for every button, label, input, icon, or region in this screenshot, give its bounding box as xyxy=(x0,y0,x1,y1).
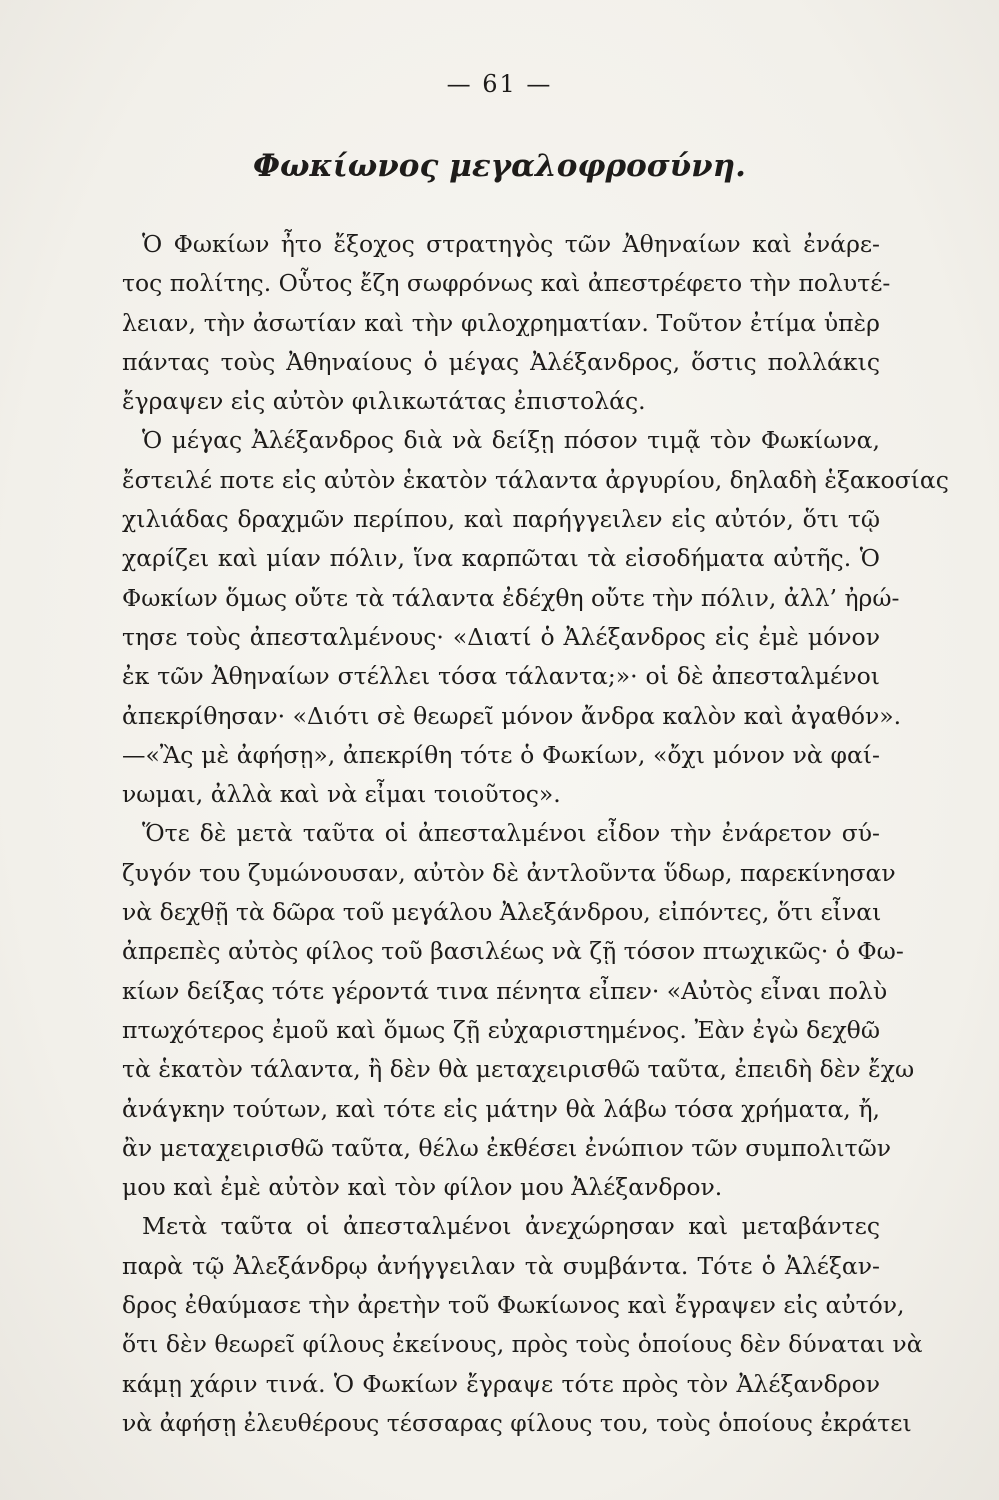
text-line: Ὁ Φωκίων ἦτο ἔξοχος στρατηγὸς τῶν Ἀθηναίων καὶ ἐνάρε- xyxy=(142,230,880,258)
text-line: νὰ δεχθῇ τὰ δῶρα τοῦ μεγάλου Ἀλεξάνδρου, εἰπόντες, ὅτι εἶναι xyxy=(122,898,882,927)
text-line: τὰ ἑκατὸν τάλαντα, ἢ δὲν θὰ μεταχειρισθῶ ταῦτα, ἐπειδὴ δὲν ἔχω xyxy=(122,1055,915,1084)
text-line: κίων δείξας τότε γέροντά τινα πένητα εἶπεν· «Αὐτὸς εἶναι πολὺ xyxy=(122,976,888,1005)
text-line: παρὰ τῷ Ἀλεξάνδρῳ ἀνήγγειλαν τὰ συμβάντα. Τότε ὁ Ἀλέξαν- xyxy=(122,1251,880,1280)
text-line: ἀπεκρίθησαν· «Διότι σὲ θεωρεῖ μόνον ἄνδρα καλὸν καὶ ἀγαθόν». xyxy=(122,701,902,730)
body-text xyxy=(122,225,949,1443)
text-line: κάμῃ χάριν τινά. Ὁ Φωκίων ἔγραψε τότε πρὸς τὸν Ἀλέξανδρον xyxy=(122,1369,880,1398)
text-line: —«Ἂς μὲ ἀφήσῃ», ἀπεκρίθη τότε ὁ Φωκίων, «ὄχι μόνον νὰ φαί- xyxy=(122,740,880,769)
text-line: ἔγραψεν εἰς αὐτὸν φιλικωτάτας ἐπιστολάς. xyxy=(122,387,646,416)
text-line: Φωκίων ὅμως οὔτε τὰ τάλαντα ἐδέχθη οὔτε τὴν πόλιν, ἀλλ’ ἠρώ- xyxy=(122,583,900,612)
text-line: τος πολίτης. Οὗτος ἔζη σωφρόνως καὶ ἀπεστρέφετο τὴν πολυτέ- xyxy=(122,269,891,298)
text-line: ἔστειλέ ποτε εἰς αὐτὸν ἑκατὸν τάλαντα ἀργυρίου, δηλαδὴ ἑξακοσίας xyxy=(122,465,949,494)
text-line: ζυγόν του ζυμώνουσαν, αὐτὸν δὲ ἀντλοῦντα ὕδωρ, παρεκίνησαν xyxy=(122,858,896,887)
chapter-title: Φωκίωνος μεγαλοφροσύνη. xyxy=(253,148,746,184)
text-line: Μετὰ ταῦτα οἱ ἀπεσταλμένοι ἀνεχώρησαν καὶ μεταβάντες xyxy=(142,1212,880,1241)
text-line: νωμαι, ἀλλὰ καὶ νὰ εἶμαι τοιοῦτος». xyxy=(122,780,561,809)
text-line: ἀνάγκην τούτων, καὶ τότε εἰς μάτην θὰ λάβω τόσα χρήματα, ἤ, xyxy=(122,1094,880,1123)
text-line: ἀπρεπὲς αὐτὸς φίλος τοῦ βασιλέως νὰ ζῇ τόσον πτωχικῶς· ὁ Φω- xyxy=(122,937,904,966)
text-line: Ὅτε δὲ μετὰ ταῦτα οἱ ἀπεσταλμένοι εἶδον τὴν ἐνάρετον σύ- xyxy=(142,819,880,848)
text-line: χαρίζει καὶ μίαν πόλιν, ἵνα καρπῶται τὰ εἰσοδήματα αὐτῆς. Ὁ xyxy=(122,544,880,573)
text-line: χιλιάδας δραχμῶν περίπου, καὶ παρήγγειλεν εἰς αὐτόν, ὅτι τῷ xyxy=(122,505,880,534)
text-line: ἂν μεταχειρισθῶ ταῦτα, θέλω ἐκθέσει ἐνώπιον τῶν συμπολιτῶν xyxy=(122,1133,892,1162)
text-line: ὅτι δὲν θεωρεῖ φίλους ἐκείνους, πρὸς τοὺς ὁποίους δὲν δύναται νὰ xyxy=(122,1330,923,1359)
text-line: δρος ἐθαύμασε τὴν ἀρετὴν τοῦ Φωκίωνος καὶ ἔγραψεν εἰς αὐτόν, xyxy=(122,1291,905,1320)
text-line: λειαν, τὴν ἀσωτίαν καὶ τὴν φιλοχρηματίαν. Τοῦτον ἐτίμα ὑπὲρ xyxy=(122,308,880,337)
text-line: νὰ ἀφήσῃ ἐλευθέρους τέσσαρας φίλους του, τοὺς ὁποίους ἐκράτει xyxy=(122,1408,912,1437)
text-line: πτωχότερος ἐμοῦ καὶ ὅμως ζῇ εὐχαριστημένος. Ἐὰν ἐγὼ δεχθῶ xyxy=(122,1015,880,1044)
text-line: τησε τοὺς ἀπεσταλμένους· «Διατί ὁ Ἀλέξανδρος εἰς ἐμὲ μόνον xyxy=(122,622,880,651)
page-number: — 61 — xyxy=(446,70,553,98)
text-line: ἐκ τῶν Ἀθηναίων στέλλει τόσα τάλαντα;»· οἱ δὲ ἀπεσταλμένοι xyxy=(122,662,880,691)
text-line: πάντας τοὺς Ἀθηναίους ὁ μέγας Ἀλέξανδρος, ὅστις πολλάκις xyxy=(122,347,880,376)
text-line: Ὁ μέγας Ἀλέξανδρος διὰ νὰ δείξῃ πόσον τιμᾷ τὸν Φωκίωνα, xyxy=(142,426,880,455)
text-line: μου καὶ ἐμὲ αὐτὸν καὶ τὸν φίλον μου Ἀλέξανδρον. xyxy=(122,1173,723,1202)
